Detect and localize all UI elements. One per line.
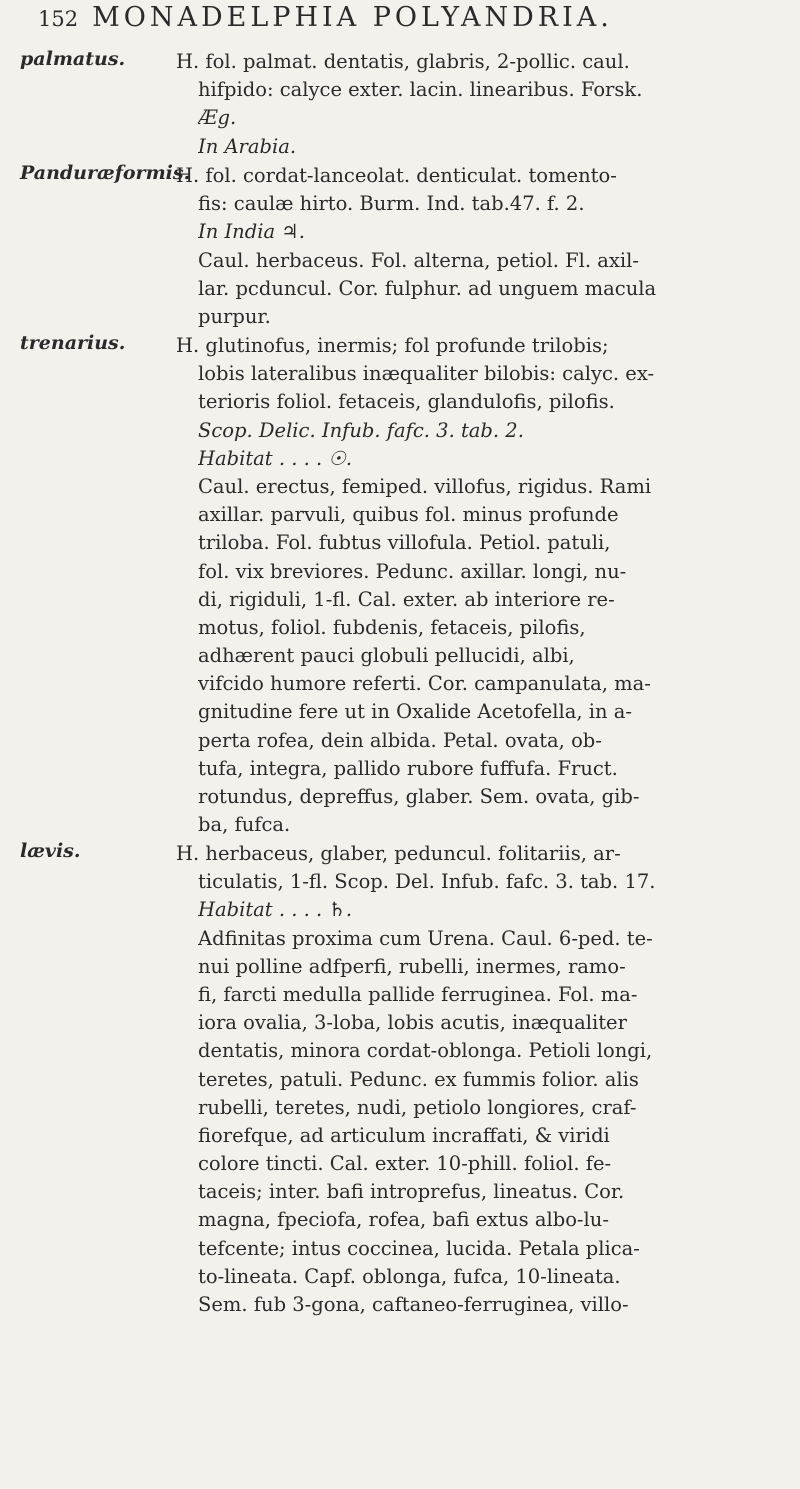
description-line: H. fol. cordat-lanceolat. denticulat. tomento- — [176, 164, 617, 187]
description-line: fis: caulæ hirto. Burm. Ind. tab.47. f. 2. — [198, 192, 585, 216]
description-line: fol. vix breviores. Pedunc. axillar. longi, nu- — [198, 559, 627, 583]
species-epithet: palmatus. — [20, 48, 126, 70]
entry-description — [176, 840, 790, 1319]
species-epithet: lævis. — [20, 840, 81, 862]
description-line: fi, farcti medulla pallide ferruginea. Fol. ma- — [198, 982, 638, 1006]
entry-description — [176, 48, 790, 161]
description-line: ba, fufca. — [198, 813, 291, 837]
description-line: motus, foliol. fubdenis, fetaceis, pilofis, — [198, 615, 586, 639]
running-head — [38, 2, 778, 33]
description-line: Scop. Delic. Infub. fafc. 3. tab. 2. — [198, 418, 524, 442]
description-line: Habitat . . . . ♄. — [198, 898, 353, 922]
description-line: gnitudine fere ut in Oxalide Acetofella, in a- — [198, 700, 632, 724]
description-line: axillar. parvuli, quibus fol. minus profunde — [198, 503, 619, 527]
description-line: rubelli, teretes, nudi, petiolo longiores, craf- — [198, 1095, 637, 1119]
species-epithet: Panduræformis. — [20, 162, 191, 184]
description-line: taceis; inter. bafi introprefus, lineatus. Cor. — [198, 1180, 625, 1204]
entry-description — [176, 332, 790, 839]
description-line: hifpido: calyce exter. lacin. linearibus. Forsk. — [198, 78, 643, 102]
entry-description — [176, 162, 790, 331]
description-line: teretes, patuli. Pedunc. ex fummis folior. alis — [198, 1067, 639, 1091]
description-line: Caul. herbaceus. Fol. alterna, petiol. Fl. axil- — [198, 248, 639, 272]
description-line: lobis lateralibus inæqualiter bilobis: calyc. ex- — [198, 362, 655, 386]
description-line: Æg. — [198, 106, 237, 130]
description-line: rotundus, depreffus, glaber. Sem. ovata, gib- — [198, 785, 640, 808]
description-line: Adfinitas proxima cum Urena. Caul. 6-ped. te- — [198, 926, 653, 950]
description-line: lar. pcduncul. Cor. fulphur. ad unguem macula — [198, 276, 657, 300]
description-line: Habitat . . . . ☉. — [198, 446, 353, 470]
description-line: dentatis, minora cordat-oblonga. Petioli longi, — [198, 1039, 653, 1063]
description-line: Caul. erectus, femiped. villofus, rigidus. Rami — [198, 474, 652, 498]
description-line: triloba. Fol. fubtus villofula. Petiol. patuli, — [198, 531, 611, 555]
description-line: purpur. — [198, 304, 271, 328]
page-title: MONADELPHIA POLYANDRIA. — [92, 2, 613, 33]
description-line: tefcente; intus coccinea, lucida. Petala plica- — [198, 1236, 640, 1260]
description-line: H. fol. palmat. dentatis, glabris, 2-pollic. caul. — [176, 50, 630, 73]
description-line: Sem. fub 3-gona, caftaneo-ferruginea, villo- — [198, 1293, 629, 1316]
description-line: In Arabia. — [198, 134, 297, 158]
page-number: 152 — [38, 7, 79, 31]
description-line: H. glutinofus, inermis; fol profunde trilobis; — [176, 334, 609, 357]
description-line: iora ovalia, 3-loba, lobis acutis, inæqualiter — [198, 1011, 627, 1035]
description-line: di, rigiduli, 1-fl. Cal. exter. ab interiore re- — [198, 587, 615, 611]
description-line: In India ♃. — [198, 220, 305, 244]
description-line: magna, fpeciofa, rofea, bafi extus albo-lu- — [198, 1208, 609, 1232]
description-line: tufa, integra, pallido rubore fuffufa. Fruct. — [198, 756, 618, 780]
species-epithet: trenarius. — [20, 332, 126, 354]
description-line: H. herbaceus, glaber, peduncul. folitariis, ar- — [176, 842, 621, 865]
description-line: fiorefque, ad articulum incraffati, & viridi — [198, 1123, 610, 1147]
description-line: colore tincti. Cal. exter. 10-phill. foliol. fe- — [198, 1152, 612, 1176]
description-line: nui polline adfperfi, rubelli, inermes, ramo- — [198, 954, 626, 978]
description-line: terioris foliol. fetaceis, glandulofis, pilofis. — [198, 390, 615, 414]
description-line: ticulatis, 1-fl. Scop. Del. Infub. fafc. 3. tab. 17. — [198, 870, 656, 894]
description-line: to-lineata. Capf. oblonga, fufca, 10-lineata. — [198, 1264, 621, 1288]
description-line: vifcido humore referti. Cor. campanulata, ma- — [198, 672, 651, 696]
description-line: adhærent pauci globuli pellucidi, albi, — [198, 644, 575, 668]
description-line: perta rofea, dein albida. Petal. ovata, ob- — [198, 728, 602, 752]
